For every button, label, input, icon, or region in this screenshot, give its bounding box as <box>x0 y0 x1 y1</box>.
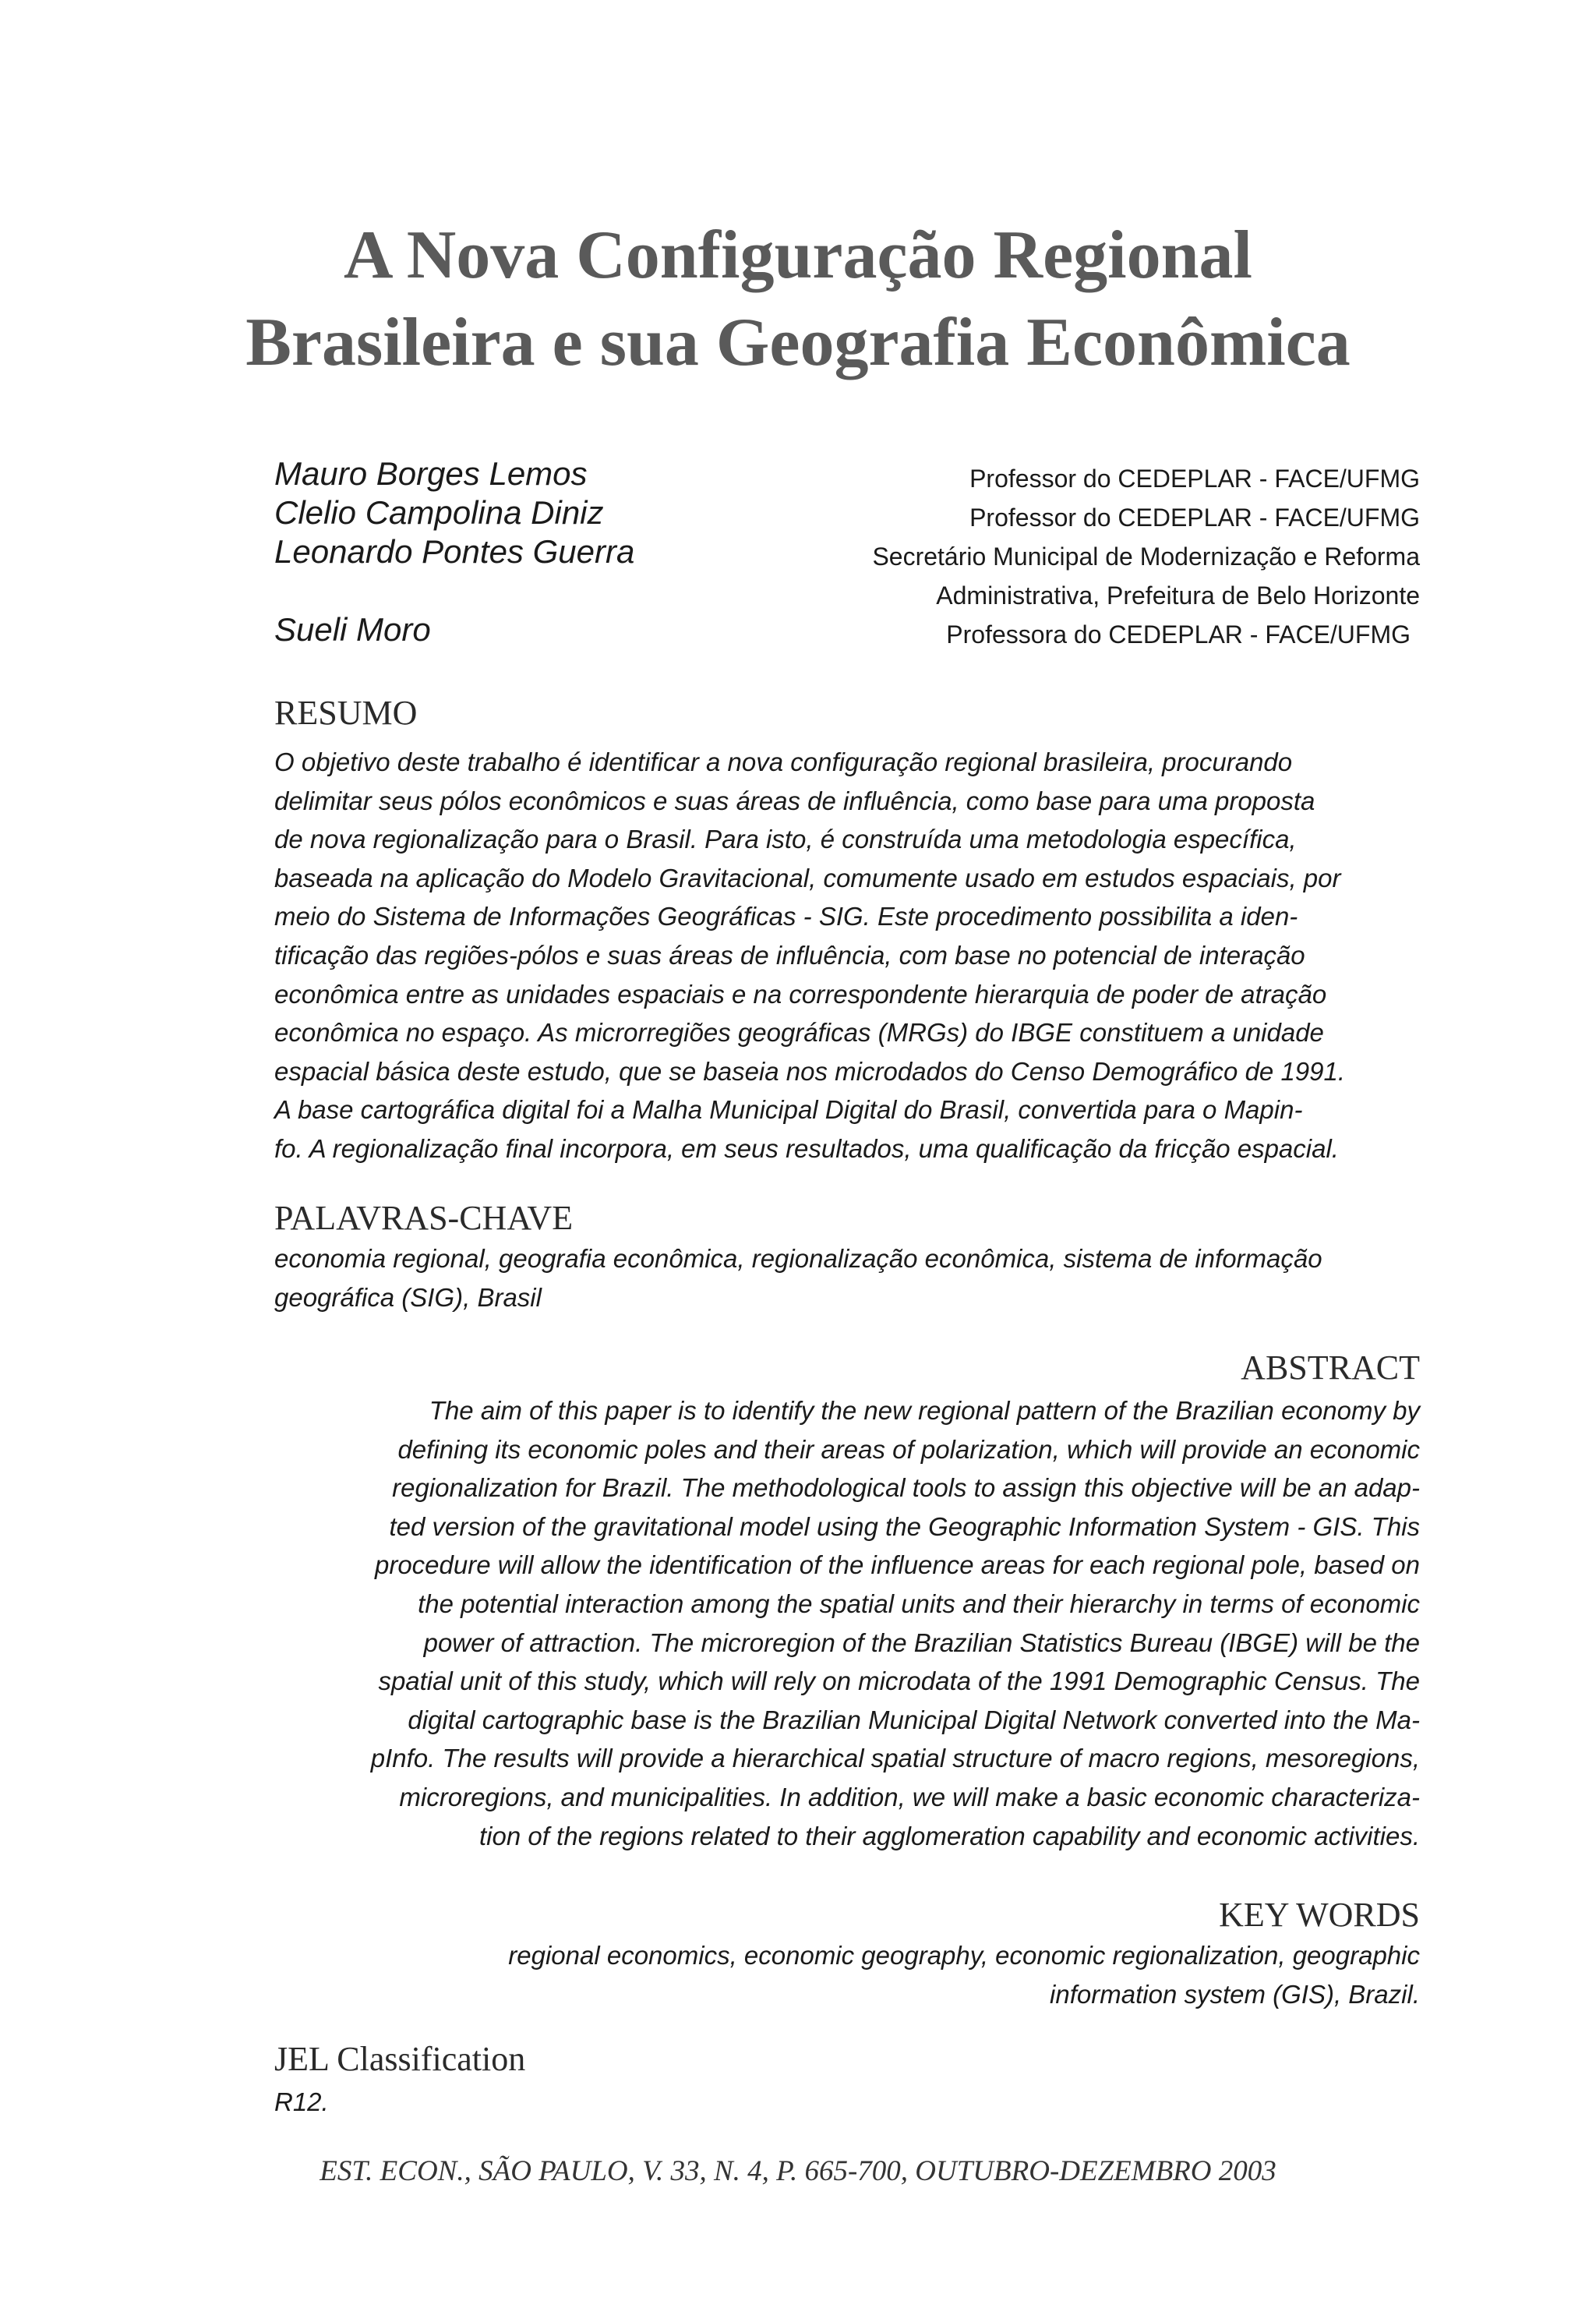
resumo-heading: RESUMO <box>274 694 418 732</box>
author-row <box>274 610 1420 649</box>
key-words-line: information system (GIS), Brazil. <box>1050 1979 1420 2009</box>
journal-footer: EST. ECON., SÃO PAULO, V. 33, N. 4, P. 665-700, OUTUBRO-DEZEMBRO 2003 <box>320 2155 1276 2187</box>
abstract-body <box>371 1391 1420 1855</box>
palavras-chave-body <box>274 1239 1322 1317</box>
abstract-line: The aim of this paper is to identify the new regional pattern of the Brazilian economy by <box>429 1396 1420 1425</box>
resumo-body <box>274 743 1345 1168</box>
abstract-line: microregions, and municipalities. In addition, we will make a basic economic characteriza- <box>399 1782 1420 1811</box>
palavras-chave-line: geográfica (SIG), Brasil <box>274 1282 542 1312</box>
abstract-line: power of attraction. The microregion of the Brazilian Statistics Bureau (IBGE) will be the <box>423 1628 1420 1657</box>
author-name: Sueli Moro <box>274 611 431 648</box>
author-name: Mauro Borges Lemos <box>274 455 588 492</box>
abstract-line: procedure will allow the identification of the influence areas for each regional pole, based on <box>374 1550 1420 1580</box>
palavras-chave-line: economia regional, geografia econômica, regionalização econômica, sistema de informação <box>274 1244 1322 1273</box>
resumo-line: espacial básica deste estudo, que se baseia nos microdados do Censo Demográfico de 1991. <box>274 1056 1346 1086</box>
abstract-line: pInfo. The results will provide a hierarchical spatial structure of macro regions, mesoregions, <box>370 1744 1420 1773</box>
resumo-line: meio do Sistema de Informações Geográficas - SIG. Este procedimento possibilita a iden- <box>274 902 1298 931</box>
abstract-line: tion of the regions related to their agglomeration capability and economic activities. <box>478 1821 1420 1850</box>
resumo-line: de nova regionalização para o Brasil. Para isto, é construída uma metodologia específica, <box>274 825 1297 854</box>
author-row <box>274 532 1420 571</box>
key-words-line: regional economics, economic geography, economic regionalization, geographic <box>508 1941 1420 1970</box>
author-affiliation: Secretário Municipal de Modernização e Reforma <box>872 543 1420 571</box>
key-words-body <box>508 1936 1420 2013</box>
author-name: Leonardo Pontes Guerra <box>274 533 635 570</box>
resumo-line: fo. A regionalização final incorpora, em seus resultados, uma qualificação da fricção espacial. <box>274 1133 1339 1163</box>
author-affiliation: Professora do CEDEPLAR - FACE/UFMG <box>946 620 1411 649</box>
abstract-line: spatial unit of this study, which will rely on microdata of the 1991 Demographic Census. The <box>378 1666 1420 1696</box>
abstract-line: regionalization for Brazil. The methodological tools to assign this objective will be an adap- <box>392 1473 1420 1503</box>
author-name: Clelio Campolina Diniz <box>274 494 604 531</box>
resumo-line: O objetivo deste trabalho é identificar a nova configuração regional brasileira, procurando <box>274 748 1293 776</box>
author-row <box>274 454 1420 493</box>
author-affiliation: Professor do CEDEPLAR - FACE/UFMG <box>969 465 1420 493</box>
title-line-1: A Nova Configuração Regional <box>344 217 1252 293</box>
resumo-line: econômica no espaço. As microrregiões geográficas (MRGs) do IBGE constituem a unidade <box>274 1018 1324 1048</box>
title-line-2: Brasileira e sua Geografia Econômica <box>245 305 1351 380</box>
paper-title <box>117 212 1479 387</box>
jel-value: R12. <box>274 2087 329 2116</box>
author-affiliation: Professor do CEDEPLAR - FACE/UFMG <box>969 504 1420 532</box>
abstract-line: defining its economic poles and their areas of polarization, which will provide an economic <box>397 1434 1420 1464</box>
author-row-continuation <box>274 571 1420 610</box>
resumo-line: baseada na aplicação do Modelo Gravitacional, comumente usado em estudos espaciais, por <box>274 863 1341 892</box>
resumo-line: econômica entre as unidades espaciais e na correspondente hierarquia de poder de atração <box>274 979 1327 1009</box>
author-list <box>274 454 1420 649</box>
abstract-line: the potential interaction among the spatial units and their hierarchy in terms of economic <box>418 1589 1420 1618</box>
resumo-line: delimitar seus pólos econômicos e suas áreas de influência, como base para uma proposta <box>274 786 1315 815</box>
author-affiliation-continued: Administrativa, Prefeitura de Belo Horizonte <box>936 581 1420 610</box>
abstract-line: digital cartographic base is the Brazilian Municipal Digital Network converted into the Ma- <box>408 1705 1420 1734</box>
abstract-heading: ABSTRACT <box>1241 1348 1420 1387</box>
resumo-line: tificação das regiões-pólos e suas áreas de influência, com base no potencial de interação <box>274 940 1305 970</box>
abstract-line: ted version of the gravitational model using the Geographic Information System - GIS. This <box>389 1511 1420 1541</box>
jel-heading: JEL Classification <box>274 2040 526 2078</box>
palavras-chave-heading: PALAVRAS-CHAVE <box>274 1199 574 1237</box>
resumo-line: A base cartográfica digital foi a Malha Municipal Digital do Brasil, convertida para o Mapin- <box>274 1095 1303 1125</box>
author-row <box>274 493 1420 532</box>
key-words-heading: KEY WORDS <box>1219 1896 1420 1934</box>
